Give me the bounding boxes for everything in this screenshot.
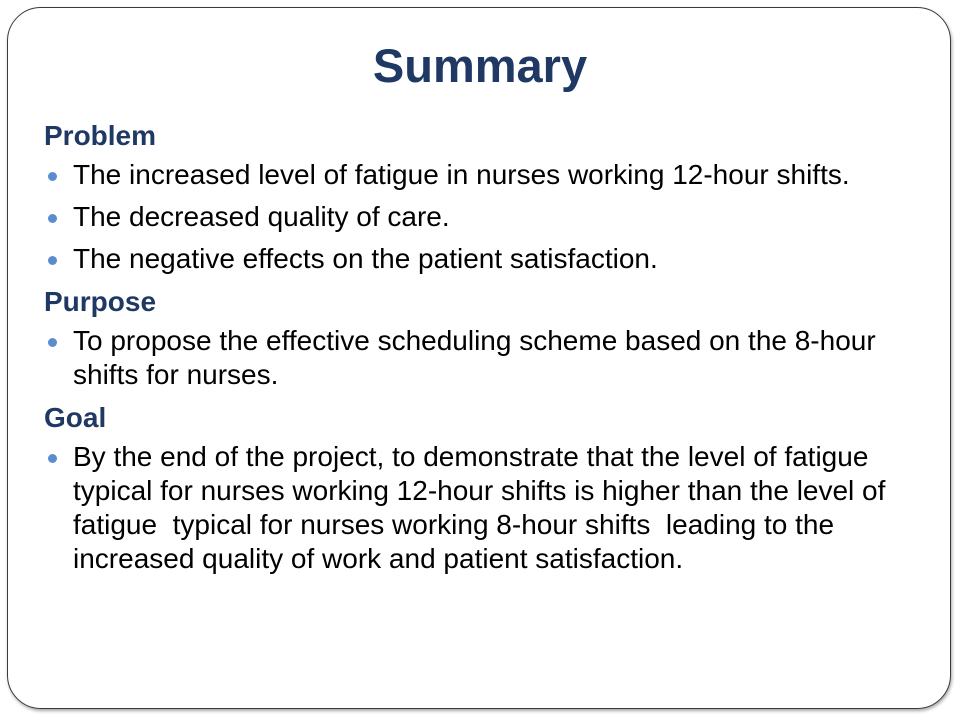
bullet-dot-icon [48,338,57,347]
bullet-text: The decreased quality of care. [73,201,450,232]
bullet-list-goal [44,440,924,576]
bullet-item [44,200,924,234]
bullet-dot-icon [48,172,57,181]
bullet-item [44,242,924,276]
bullet-text: By the end of the project, to demonstrate that the level of fatigue typical for nurses working 12-hour shifts is higher than the level of fatigue typical for nurses working 8-hour shifts leading to the increased quality of work and patient satisfaction. [73,441,894,574]
section-goal [44,400,924,576]
bullet-text: To propose the effective scheduling scheme based on the 8-hour shifts for nurses. [73,325,876,390]
bullet-item [44,324,924,392]
section-problem [44,118,924,276]
bullet-list-problem [44,158,924,276]
section-heading-purpose: Purpose [44,286,157,317]
section-heading-goal: Goal [44,402,107,433]
slide-content [44,118,924,584]
bullet-dot-icon [48,256,57,265]
bullet-item [44,440,924,576]
bullet-text: The negative effects on the patient satisfaction. [73,243,658,274]
bullet-list-purpose [44,324,924,392]
bullet-dot-icon [48,454,57,463]
section-heading-problem: Problem [44,120,157,151]
bullet-dot-icon [48,214,57,223]
bullet-item [44,158,924,192]
section-purpose [44,284,924,392]
bullet-text: The increased level of fatigue in nurses working 12-hour shifts. [73,159,850,190]
slide-title: Summary [372,39,588,92]
